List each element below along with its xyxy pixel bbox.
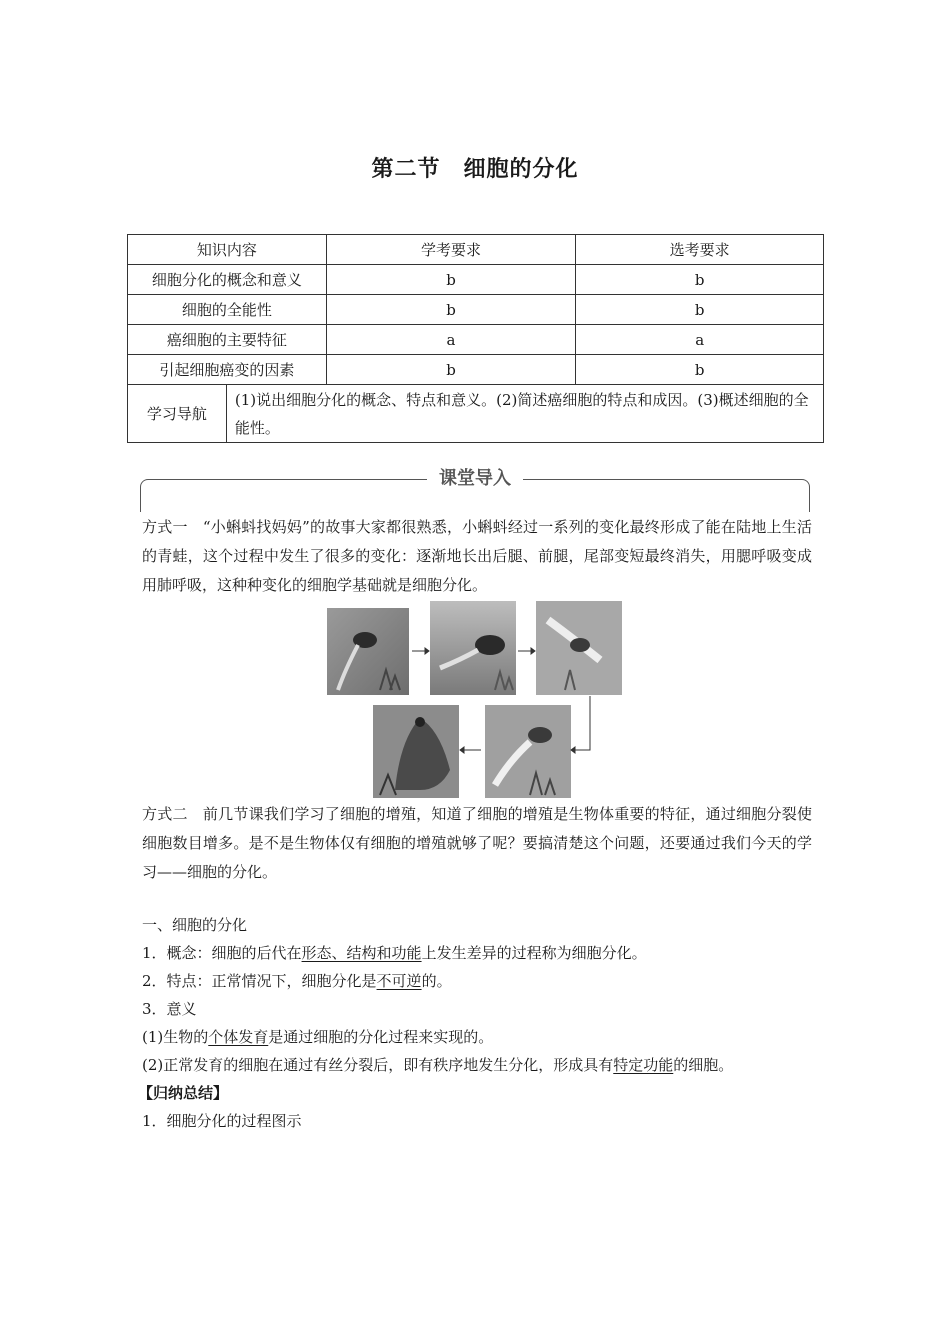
- table-cell: 细胞的全能性: [128, 295, 327, 325]
- tadpole-photo-3: [536, 601, 622, 695]
- concept-line: [142, 939, 842, 967]
- table-cell: b: [326, 355, 576, 385]
- header-knowledge: 知识内容: [128, 235, 327, 265]
- page-title: 第二节 细胞的分化: [371, 157, 579, 182]
- text-span: 的细胞。: [673, 1056, 734, 1074]
- meaning-item-2: [142, 1051, 842, 1079]
- answer-underline: 形态、结构和功能: [301, 944, 422, 962]
- table-cell: 细胞分化的概念和意义: [128, 265, 327, 295]
- text-span: 2．特点：正常情况下，细胞分化是: [142, 972, 377, 990]
- table-row: [128, 295, 824, 325]
- text-span: (2)正常发育的细胞在通过有丝分裂后，即有秩序地发生分化，形成具有: [142, 1056, 614, 1074]
- header-elective: 选考要求: [576, 235, 824, 265]
- table-cell: b: [326, 295, 576, 325]
- requirements-table: [127, 234, 824, 443]
- table-row: [128, 265, 824, 295]
- table-cell: a: [576, 325, 824, 355]
- table-cell: b: [576, 295, 824, 325]
- method-one-paragraph: 方式一 “小蝌蚪找妈妈”的故事大家都很熟悉，小蝌蚪经过一系列的变化最终形成了能在陆地上生活的青蛙，这个过程中发生了很多的变化：逐渐地长出后腿、前腿，尾部变短最终消失，用腮呼吸变成用肺呼吸，这种种变化的细胞学基础就是细胞分化。: [142, 518, 812, 594]
- sequence-arrows: [412, 648, 590, 753]
- feature-line: [142, 967, 842, 995]
- guide-text: (1)说出细胞分化的概念、特点和意义。(2)简述癌细胞的特点和成因。(3)概述细胞的全能性。: [226, 385, 823, 443]
- guide-row: [128, 385, 824, 443]
- answer-underline: 不可逆: [376, 972, 422, 990]
- banner-label: 课堂导入: [427, 465, 523, 493]
- table-cell: 癌细胞的主要特征: [128, 325, 327, 355]
- text-span: (1)生物的: [142, 1028, 209, 1046]
- tadpole-photo-4: [485, 705, 571, 798]
- text-span: 1．概念：细胞的后代在: [142, 944, 302, 962]
- text-span: 上发生差异的过程称为细胞分化。: [421, 944, 647, 962]
- tadpole-photo-1: [327, 608, 409, 695]
- table-cell: b: [326, 265, 576, 295]
- table-cell: b: [576, 265, 824, 295]
- text-span: 是通过细胞的分化过程来实现的。: [268, 1028, 494, 1046]
- table-cell: a: [326, 325, 576, 355]
- meaning-heading: 3．意义: [142, 1000, 197, 1018]
- table-cell: b: [576, 355, 824, 385]
- method-two-paragraph: 方式二 前几节课我们学习了细胞的增殖，知道了细胞的增殖是生物体重要的特征，通过细胞分裂使细胞数目增多。是不是生物体仅有细胞的增殖就够了呢？要搞清楚这个问题，还要通过我们今天的学习——细胞的分化。: [142, 805, 812, 881]
- table-cell: 引起细胞癌变的因素: [128, 355, 327, 385]
- frog-photo: [373, 705, 459, 798]
- meaning-item-1: [142, 1023, 842, 1051]
- section-banner: [140, 465, 810, 511]
- answer-underline: 特定功能: [613, 1056, 674, 1074]
- header-academic: 学考要求: [326, 235, 576, 265]
- tadpole-photo-2: [430, 601, 516, 695]
- section-one: [138, 911, 842, 1135]
- guide-label: 学习导航: [128, 385, 227, 443]
- section-heading: 一、细胞的分化: [142, 916, 248, 934]
- text-span: 的。: [421, 972, 452, 990]
- diagram-heading: 1．细胞分化的过程图示: [142, 1112, 302, 1130]
- table-row: [128, 325, 824, 355]
- table-row: [128, 355, 824, 385]
- answer-underline: 个体发育: [208, 1028, 269, 1046]
- table-header-row: [128, 235, 824, 265]
- summary-heading: 【归纳总结】: [138, 1084, 229, 1102]
